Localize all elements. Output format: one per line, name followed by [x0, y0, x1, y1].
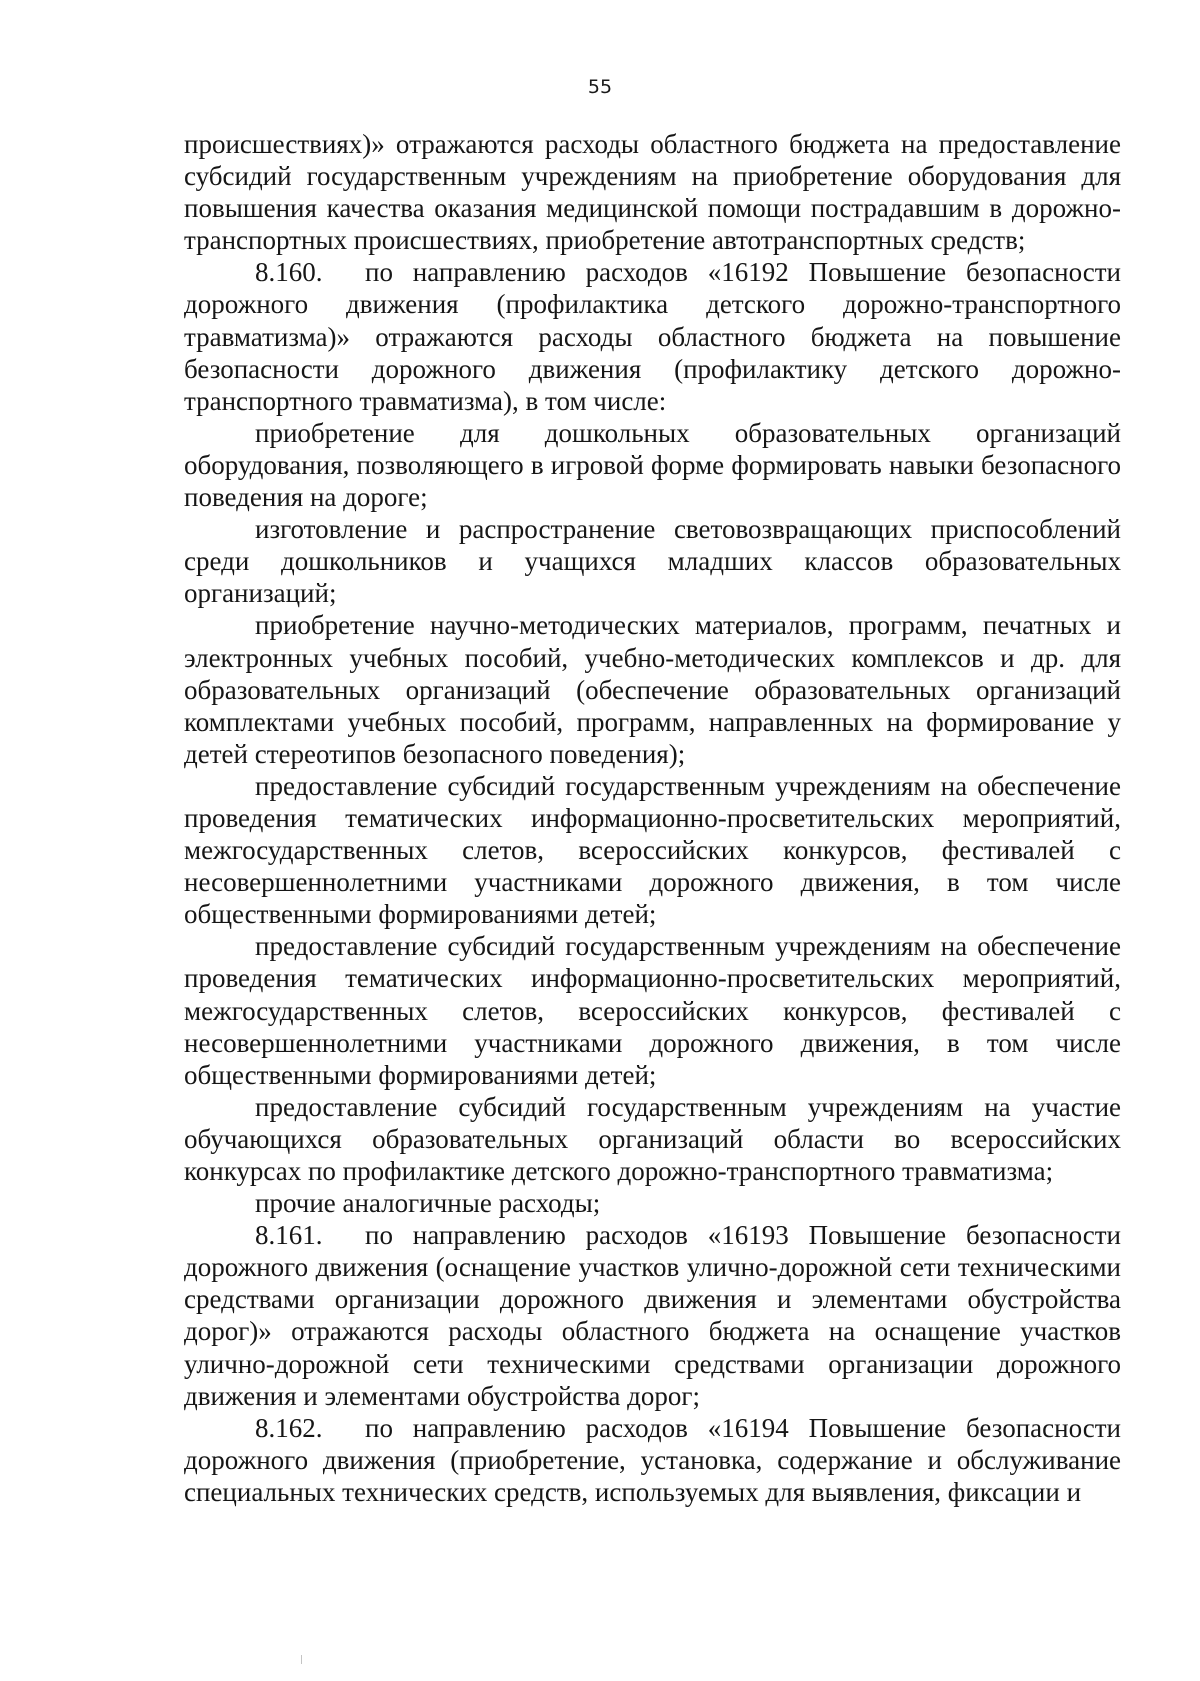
paragraph-text: приобретение научно-методических материалов, программ, печатных и электронных учебных пособий, учебно-методических комплексов и др. для образовательных организаций (обеспечение образовательных организаций комплектами учебных пособий, программ, направленных на формирование у детей стереотипов безопасного поведения); [184, 610, 1121, 769]
paragraph-text: приобретение для дошкольных образовательных организаций оборудования, позволяющего в игровой форме формировать навыки безопасного поведения на дороге; [184, 417, 1121, 513]
list-item-equipment-preschool [184, 417, 1121, 513]
paragraph-text: прочие аналогичные расходы; [255, 1188, 601, 1219]
clause-8-160 [184, 256, 1121, 416]
clause-8-162 [184, 1412, 1121, 1508]
scan-artifact [301, 1655, 302, 1664]
clause-text: по направлению расходов «16192 Повышение безопасности дорожного движения (профилактика детского дорожно-транспортного травматизма)» отражаются расходы областного бюджета на повышение безопасности дорожного движения (профилактику детского дорожно-транспортного травматизма), в том числе: [184, 257, 1121, 416]
document-body [184, 128, 1121, 1508]
clause-number: 8.162. [255, 1412, 323, 1443]
list-item-subsidies-events-repeat [184, 930, 1121, 1090]
clause-number: 8.161. [255, 1220, 323, 1251]
clause-8-161 [184, 1219, 1121, 1412]
list-item-subsidies-contests [184, 1091, 1121, 1187]
clause-text: по направлению расходов «16194 Повышение безопасности дорожного движения (приобретение, установка, содержание и обслуживание специальных технических средств, используемых для выявления, фиксации и [184, 1412, 1121, 1507]
paragraph-text: изготовление и распространение световозвращающих приспособлений среди дошкольников и учащихся младших классов образовательных организаций; [184, 514, 1121, 609]
list-item-reflective-devices [184, 513, 1121, 609]
paragraph-text: предоставление субсидий государственным учреждениям на участие обучающихся образовательных организаций области во всероссийских конкурсах по профилактике детского дорожно-транспортного травматизма; [184, 1091, 1121, 1186]
paragraph-continuation [184, 128, 1121, 256]
clause-text: по направлению расходов «16193 Повышение безопасности дорожного движения (оснащение участков улично-дорожной сети техническими средствами организации дорожного движения и элементами обустройства дорог)» отражаются расходы областного бюджета на оснащение участков улично-дорожной сети техническими средствами организации дорожного движения и элементами обустройства дорог; [184, 1220, 1121, 1411]
list-item-subsidies-events [184, 770, 1121, 930]
paragraph-text: происшествиях)» отражаются расходы областного бюджета на предоставление субсидий государственным учреждениям на приобретение оборудования для повышения качества оказания медицинской помощи пострадавшим в дорожно-транспортных происшествиях, приобретение автотранспортных средств; [184, 129, 1121, 256]
paragraph-text: предоставление субсидий государственным учреждениям на обеспечение проведения тематических информационно-просветительских мероприятий, межгосударственных слетов, всероссийских конкурсов, фестивалей с несовершеннолетними участниками дорожного движения, в том числе общественными формированиями детей; [184, 770, 1121, 930]
clause-number: 8.160. [255, 257, 323, 288]
list-item-methodical-materials [184, 609, 1121, 769]
list-item-other-expenses [184, 1187, 1121, 1219]
page-number: 55 [587, 76, 613, 98]
paragraph-text: предоставление субсидий государственным учреждениям на обеспечение проведения тематических информационно-просветительских мероприятий, межгосударственных слетов, всероссийских конкурсов, фестивалей с несовершеннолетними участниками дорожного движения, в том числе общественными формированиями детей; [184, 931, 1121, 1090]
